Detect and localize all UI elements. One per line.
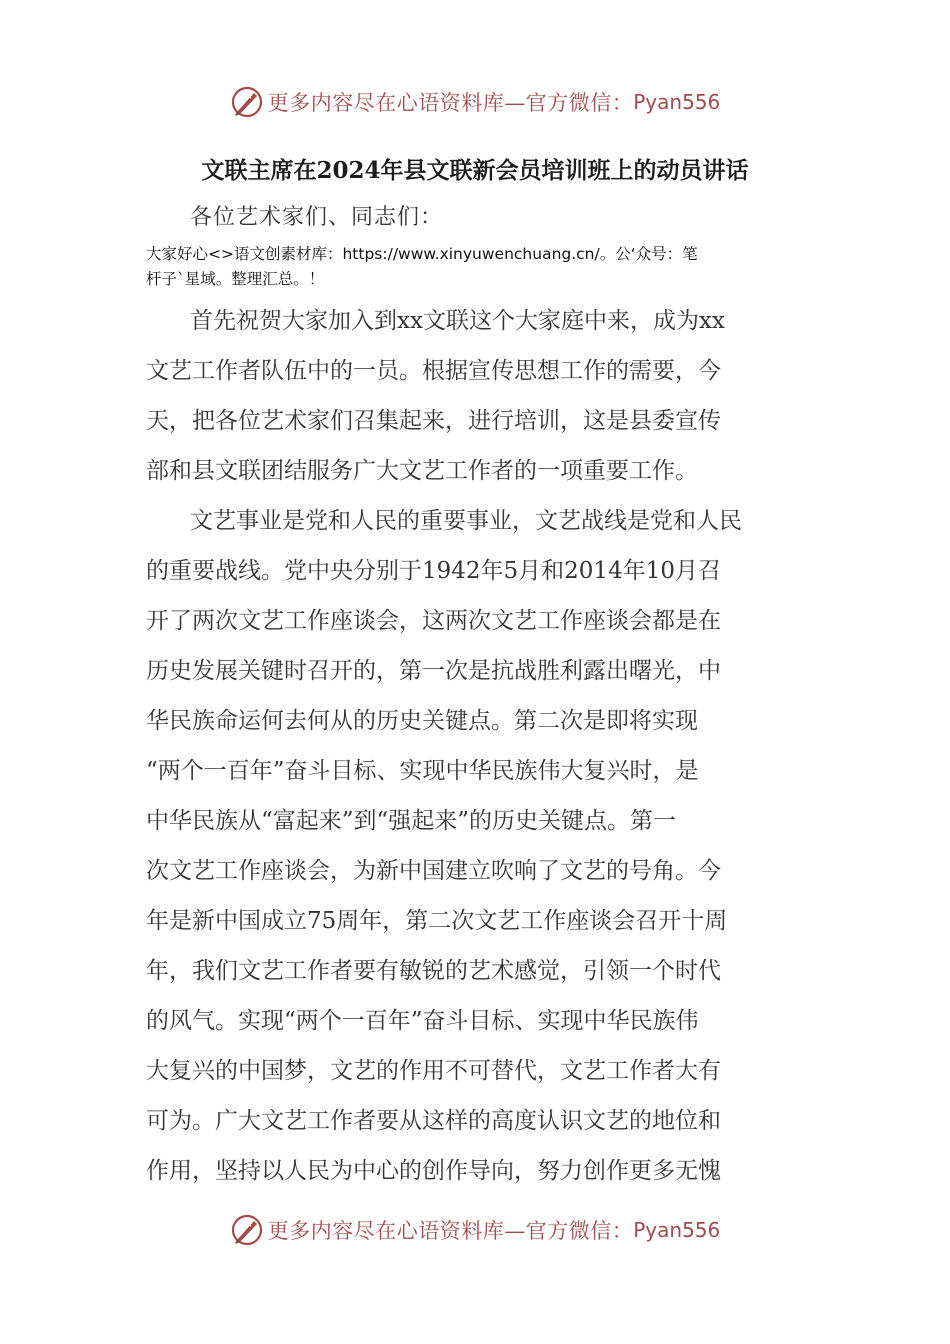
paragraph-1 [146, 296, 816, 496]
paragraph-line: 华民族命运何去何从的历史关键点。第二次是即将实现 [146, 708, 698, 734]
paragraph-line: 年是新中国成立75周年，第二次文艺工作座谈会召开十周 [146, 908, 728, 934]
paragraph-line: 开了两次文艺工作座谈会，这两次文艺工作座谈会都是在 [146, 608, 721, 634]
paragraph-line: 文艺事业是党和人民的重要事业，文艺战线是党和人民 [190, 508, 742, 534]
paragraph-line: 大复兴的中国梦，文艺的作用不可替代，文艺工作者大有 [146, 1058, 721, 1084]
paragraph-line: 次文艺工作座谈会，为新中国建立吹响了文艺的号角。今 [146, 858, 721, 884]
paragraph-line: “两个一百年”奋斗目标、实现中华民族伟大复兴时，是 [146, 758, 699, 784]
paragraph-line: 可为。广大文艺工作者要从这样的高度认识文艺的地位和 [146, 1108, 721, 1134]
paragraph-line: 部和县文联团结服务广大文艺工作者的一项重要工作。 [146, 458, 698, 484]
paragraph-line: 年，我们文艺工作者要有敏锐的艺术感觉，引领一个时代 [146, 958, 721, 984]
wechat-id: Pyan556 [633, 90, 721, 114]
paragraph-line: 中华民族从“富起来”到“强起来”的历史关键点。第一 [146, 808, 677, 834]
salutation: 各位艺术家们、同志们： [190, 205, 444, 230]
paragraph-line: 的风气。实现“两个一百年”奋斗目标、实现中华民族伟 [146, 1008, 699, 1034]
notice-text [146, 242, 812, 292]
notice-line: 杆子`星域。整理汇总。！ [146, 270, 325, 288]
paragraph-2 [146, 496, 816, 1196]
pen-logo-icon [230, 85, 264, 119]
document-title: 文联主席在2024年县文联新会员培训班上的动员讲话 [201, 157, 749, 184]
footer-banner [0, 1210, 950, 1250]
header-banner [0, 82, 950, 122]
wechat-id: Pyan556 [633, 1218, 721, 1242]
notice-line: 大家好心<>语文创素材库：https://www.xinyuwenchuang.cn/。公‘众号：笔 [146, 245, 698, 263]
paragraph-line: 历史发展关键时召开的，第一次是抗战胜利露出曙光，中 [146, 658, 721, 684]
paragraph-line: 天，把各位艺术家们召集起来，进行培训，这是县委宣传 [146, 408, 721, 434]
paragraph-line: 作用，坚持以人民为中心的创作导向，努力创作更多无愧 [146, 1158, 721, 1184]
banner-text: 更多内容尽在心语资料库—官方微信： [267, 1219, 634, 1243]
banner-text: 更多内容尽在心语资料库—官方微信： [267, 91, 634, 115]
paragraph-line: 首先祝贺大家加入到xx文联这个大家庭中来，成为xx [190, 308, 725, 334]
pen-logo-icon [230, 1213, 264, 1247]
paragraph-line: 的重要战线。党中央分别于1942年5月和2014年10月召 [146, 558, 721, 584]
paragraph-line: 文艺工作者队伍中的一员。根据宣传思想工作的需要，今 [146, 358, 721, 384]
